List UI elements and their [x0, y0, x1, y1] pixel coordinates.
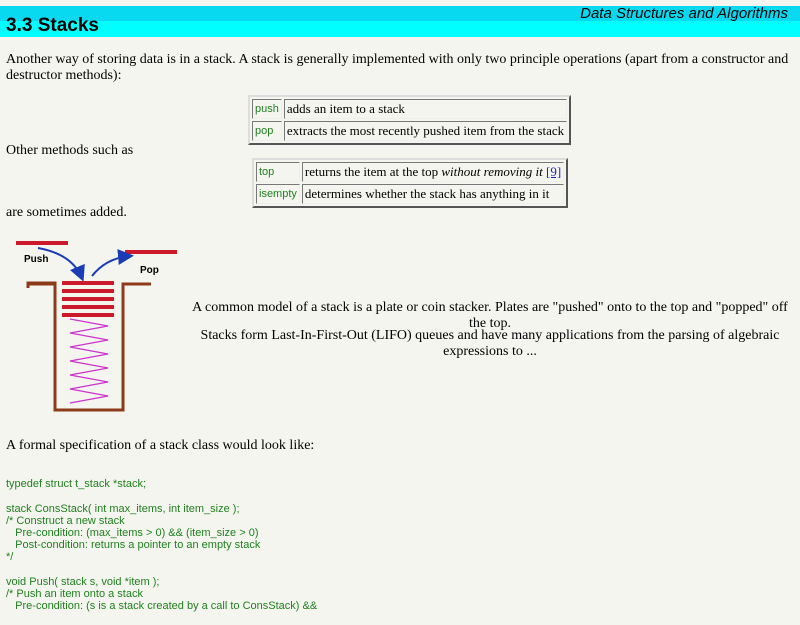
- other-operations-table: [252, 158, 568, 208]
- page-header: [0, 0, 800, 40]
- code-line: Pre-condition: (s is a stack created by a call to ConsStack) &&: [6, 600, 318, 613]
- pop-arrow-icon: [92, 256, 130, 276]
- op-desc-isempty: determines whether the stack has anything in it: [302, 184, 564, 204]
- pop-plate: [125, 250, 177, 254]
- op-name-pop: pop: [252, 121, 282, 141]
- push-plate: [16, 241, 68, 245]
- section-title: 3.3 Stacks: [6, 15, 99, 36]
- pop-label: Pop: [140, 265, 159, 276]
- op-desc-top-text: returns the item at the top: [304, 164, 439, 179]
- op-desc-top-italic: without removing it: [441, 164, 543, 179]
- principal-operations-table: [248, 95, 571, 145]
- formal-spec-text: A formal specification of a stack class would look like:: [6, 438, 315, 453]
- op-desc-push: adds an item to a stack: [284, 99, 567, 119]
- other-methods-text: Other methods such as: [6, 143, 134, 158]
- push-label: Push: [24, 254, 49, 265]
- book-title: Data Structures and Algorithms: [580, 5, 788, 22]
- table-row: [256, 162, 564, 182]
- stacked-plate: [62, 305, 114, 309]
- stacked-plate: [62, 297, 114, 301]
- spring-icon: [70, 319, 108, 403]
- code-line: stack ConsStack( int max_items, int item_size );: [6, 502, 240, 515]
- code-line: Pre-condition: (max_items > 0) && (item_size > 0): [6, 527, 259, 540]
- table-row: [256, 184, 564, 204]
- op-name-push: push: [252, 99, 282, 119]
- op-name-top: top: [256, 162, 300, 182]
- op-desc-pop: extracts the most recently pushed item from the stack: [284, 121, 567, 141]
- stacker-container: [27, 284, 151, 410]
- code-line: Post-condition: returns a pointer to an empty stack: [6, 539, 261, 552]
- stacked-plate: [62, 281, 114, 285]
- code-line: */: [6, 551, 14, 564]
- table-row: [252, 99, 567, 119]
- op-desc-top: [302, 162, 564, 182]
- code-line: [6, 564, 317, 576]
- stacked-plate: [62, 313, 114, 317]
- intro-paragraph: Another way of storing data is in a stack. A stack is generally implemented with only two principle operations (apart from a constructor and destructor methods):: [6, 52, 789, 83]
- header-band-bottom: [0, 21, 800, 37]
- footnote-ref-link[interactable]: [9]: [545, 164, 562, 179]
- stack-plate-diagram: [10, 236, 185, 416]
- table-row: [252, 121, 567, 141]
- sometimes-added-text: are sometimes added.: [6, 205, 127, 220]
- code-line: void Push( stack s, void *item );: [6, 575, 160, 588]
- code-line: /* Push an item onto a stack: [6, 588, 143, 601]
- code-line: [6, 490, 317, 502]
- code-line: /* Construct a new stack: [6, 514, 125, 527]
- op-name-isempty: isempty: [256, 184, 300, 204]
- code-listing: [6, 466, 317, 625]
- stacked-plate: [62, 289, 114, 293]
- lifo-text: Stacks form Last-In-First-Out (LIFO) queues and have many applications from the parsing of algebraic expressions to ...: [200, 328, 780, 359]
- model-text: A common model of a stack is a plate or coin stacker. Plates are "pushed" onto to the top and "popped" off the top.: [192, 300, 788, 331]
- code-line: typedef struct t_stack *stack;: [6, 478, 147, 491]
